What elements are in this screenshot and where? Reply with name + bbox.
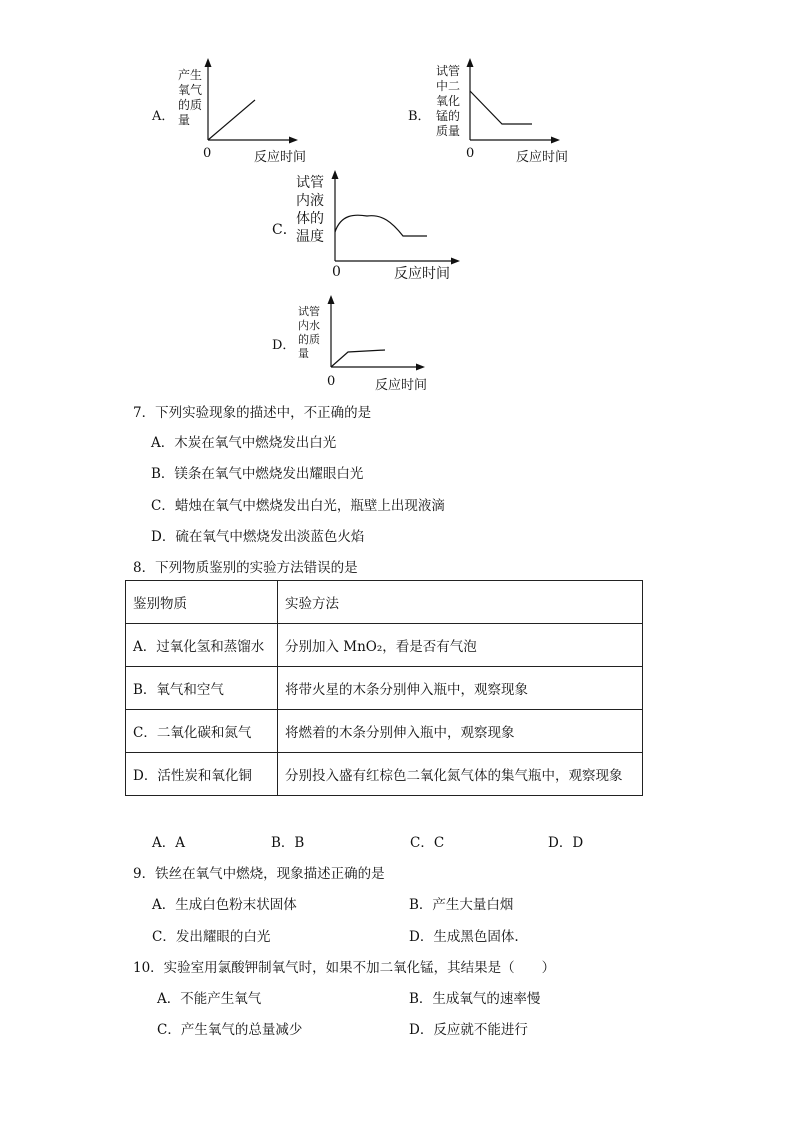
graph-b-ylabel: 试管 中二 氧化 锰的 质量 [436, 64, 461, 138]
question-7-option-c[interactable]: C．蜡烛在氧气中燃烧发出白光，瓶壁上出现液滴 [151, 498, 445, 514]
question-7-option-d[interactable]: D．硫在氧气中燃烧发出淡蓝色火焰 [151, 529, 365, 545]
graph-d-ylabel: 试管 内水 的质 量 [298, 305, 320, 360]
table-cell: 分别投入盛有红棕色二氧化氮气体的集气瓶中，观察现象 [278, 753, 643, 796]
question-10-option-b[interactable]: B．生成氧气的速率慢 [409, 991, 541, 1007]
graph-c-origin: 0 [332, 264, 341, 280]
question-8-option-b[interactable]: B．B [271, 835, 305, 851]
question-10-option-a[interactable]: A．不能产生氧气 [157, 991, 262, 1007]
graph-c-curve [335, 215, 427, 236]
question-10-option-d[interactable]: D．反应就不能进行 [409, 1022, 528, 1038]
graph-c-option: C． [272, 222, 297, 238]
question-7-stem: 7．下列实验现象的描述中，不正确的是 [133, 405, 372, 421]
graph-b-plot [462, 58, 582, 144]
table-header-cell: 鉴别物质 [126, 581, 278, 624]
question-8-stem: 8．下列物质鉴别的实验方法错误的是 [133, 560, 358, 576]
graph-c-xlabel: 反应时间 [394, 266, 450, 282]
table-row [126, 710, 643, 753]
graph-c-plot [327, 170, 477, 265]
graph-a-origin: 0 [203, 146, 212, 161]
graph-d-origin: 0 [327, 374, 336, 389]
graph-d-plot [323, 295, 433, 371]
question-9-option-a[interactable]: A．生成白色粉末状固体 [152, 897, 297, 913]
table-header-row [126, 581, 643, 624]
table-cell: 将带火星的木条分别伸入瓶中，观察现象 [278, 667, 643, 710]
graph-d-xlabel: 反应时间 [375, 378, 428, 393]
table-row [126, 667, 643, 710]
graph-a-curve [208, 100, 255, 140]
table-row [126, 753, 643, 796]
graph-d-option: D． [272, 338, 296, 353]
table-cell: 将燃着的木条分别伸入瓶中，观察现象 [278, 710, 643, 753]
table-row [126, 624, 643, 667]
graph-d-curve [331, 350, 385, 367]
table-cell: A．过氧化氢和蒸馏水 [126, 624, 278, 667]
question-9-option-c[interactable]: C．发出耀眼的白光 [152, 929, 271, 945]
table-cell: B．氧气和空气 [126, 667, 278, 710]
question-10-stem: 10．实验室用氯酸钾制氧气时，如果不加二氧化锰，其结果是（ ） [133, 960, 556, 976]
graph-b-option: B． [408, 109, 431, 124]
graph-b-curve [470, 91, 532, 124]
table-cell: D．活性炭和氧化铜 [126, 753, 278, 796]
graph-a-xlabel: 反应时间 [254, 150, 307, 165]
graph-a-option: A． [152, 109, 175, 124]
question-8-option-c[interactable]: C．C [410, 835, 445, 851]
question-9-option-d[interactable]: D．生成黑色固体. [409, 929, 519, 945]
question-7-option-a[interactable]: A．木炭在氧气中燃烧发出白光 [151, 435, 337, 451]
table-cell: C．二氧化碳和氮气 [126, 710, 278, 753]
question-7-option-b[interactable]: B．镁条在氧气中燃烧发出耀眼白光 [151, 466, 364, 482]
question-8-option-d[interactable]: D．D [548, 835, 584, 851]
identification-table [125, 580, 643, 796]
table-cell: 分别加入 MnO₂，看是否有气泡 [278, 624, 643, 667]
question-8-option-a[interactable]: A．A [152, 835, 185, 851]
graph-a-plot [200, 58, 320, 144]
graph-b-xlabel: 反应时间 [516, 150, 569, 165]
graph-b-origin: 0 [466, 146, 475, 161]
question-10-option-c[interactable]: C．产生氧气的总量减少 [157, 1022, 303, 1038]
question-9-stem: 9．铁丝在氧气中燃烧，现象描述正确的是 [133, 866, 385, 882]
question-9-option-b[interactable]: B．产生大量白烟 [409, 897, 514, 913]
graph-c-ylabel: 试管 内液 体的 温度 [296, 175, 324, 245]
table-header-cell: 实验方法 [278, 581, 643, 624]
graph-a-ylabel: 产生 氧气 的质 量 [178, 68, 203, 127]
